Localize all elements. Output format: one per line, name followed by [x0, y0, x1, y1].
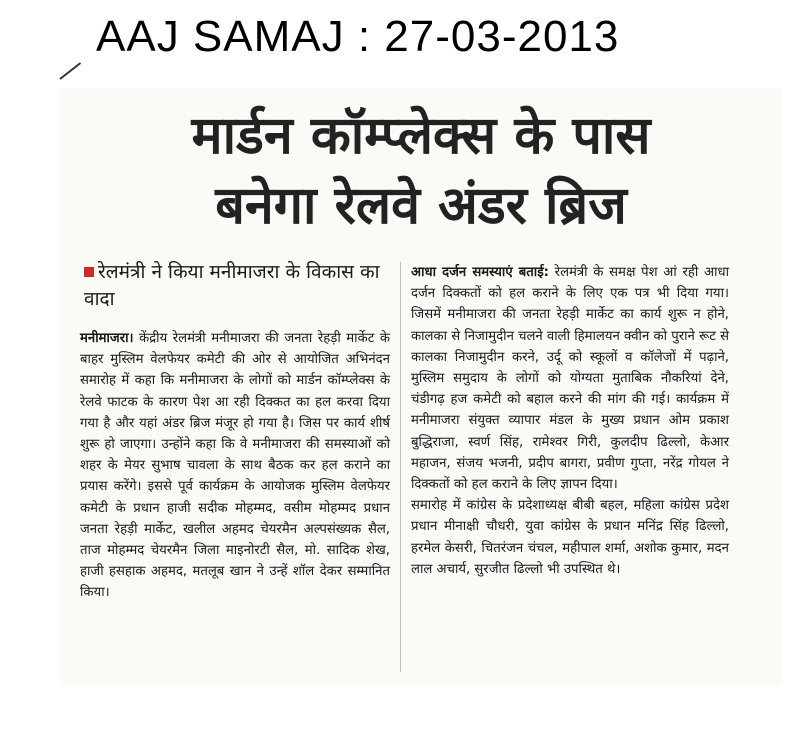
article-column-right	[411, 262, 729, 580]
right-paragraph-2: समारोह में कांग्रेस के प्रदेशाध्यक्ष बीबी बहल, महिला कांग्रेस प्रदेश प्रधान मीनाक्षी चौधरी, युवा कांग्रेस के प्रधान मनिंद्र सिंह ढिल्लो, हरमेल केसरी, चितरंजन चंचल, महीपाल शर्मा, अशोक कुमार, मदन लाल अचार्य, सुरजीत ढिल्लो भी उपस्थित थे।	[411, 498, 729, 577]
column-divider	[400, 262, 401, 672]
subheadline	[84, 259, 384, 313]
dateline: मनीमाजरा।	[80, 331, 134, 346]
headline-line-1: मार्डन कॉम्प्लेक्स के पास	[191, 106, 651, 166]
right-body-text-1: रेलमंत्री के समक्ष पेश आं रही आधा दर्जन दिक्कतों को हल कराने के लिए एक पत्र भी दिया गया। जिसमें मनीमाजरा की जनता रेहड़ी मार्केट का कार्य शुरू न होने, कालका से निजामुदीन चलने वाली हिमालयन क्वीन को पुराने रूट से कालका निजामुदीन करने, उर्दू को स्कूलों व कॉलेजों में पढ़ाने, मुस्लिम समुदाय के लोगों को योग्यता मुताबिक नौकरियां देने, चंडीगढ़ हज कमेटी को बहाल करने की मांग की गई। कार्यक्रम में मनीमाजरा संयुक्त व्यापार मंडल के मुख्य प्रधान ओम प्रकाश बुद्धिराजा, स्वर्ण सिंह, रामेश्वर गिरी, कुलदीप ढिल्लो, केआर महाजन, संजय भजनी, प्रदीप बागरा, प्रवीण गुप्ता, नरेंद्र गोयल ने दिक्कतों को हल कराने के लिए ज्ञापन दिया।	[411, 265, 730, 493]
section-lead: आधा दर्जन समस्याएं बताई:	[411, 265, 549, 280]
left-paragraph	[80, 328, 390, 604]
red-bullet-icon	[84, 267, 94, 277]
masthead-date: AAJ SAMAJ : 27-03-2013	[96, 12, 620, 61]
headline-line-2: बनेगा रेलवे अंडर ब्रिज	[215, 176, 627, 236]
clip-corner-mark	[59, 62, 81, 80]
right-paragraph-1	[411, 262, 729, 495]
subheadline-text: रेलमंत्री ने किया मनीमाजरा के विकास का वादा	[84, 261, 380, 310]
article-column-left	[80, 328, 390, 604]
left-body-text: केंद्रीय रेलमंत्री मनीमाजरा की जनता रेहड़ी मार्केट के बाहर मुस्लिम वेलफेयर कमेटी की ओर से आयोजित अभिनंदन समारोह में कहा कि मनीमाजरा के लोगों को मार्डन कॉम्प्लेक्स के रेलवे फाटक के कारण पेश आ रही दिक्कत का हल करवा दिया गया है और यहां अंडर ब्रिज मंजूर हो गया है। जिस पर कार्य शीर्ष शुरू हो जाएगा। उन्होंने कहा कि वे मनीमाजरा की समस्याओं को शहर के मेयर सुभाष चावला के साथ बैठक कर हल कराने का प्रयास करेंगे। इससे पूर्व कार्यक्रम के आयोजक मुस्लिम वेलफेयर कमेटी के प्रधान हाजी सदीक मोहम्मद, वसीम मोहम्मद प्रधान जनता रेहड़ी मार्केट, खलील अहमद चेयरमैन अल्पसंख्यक सैल, ताज मोहम्मद चेयरमैन जिला माइनोरटी सैल, मो. सादिक शेख, हाजी हसहाक अहमद, मतलूब खान ने उन्हें शॉल देकर सम्मानित किया।	[80, 331, 390, 601]
